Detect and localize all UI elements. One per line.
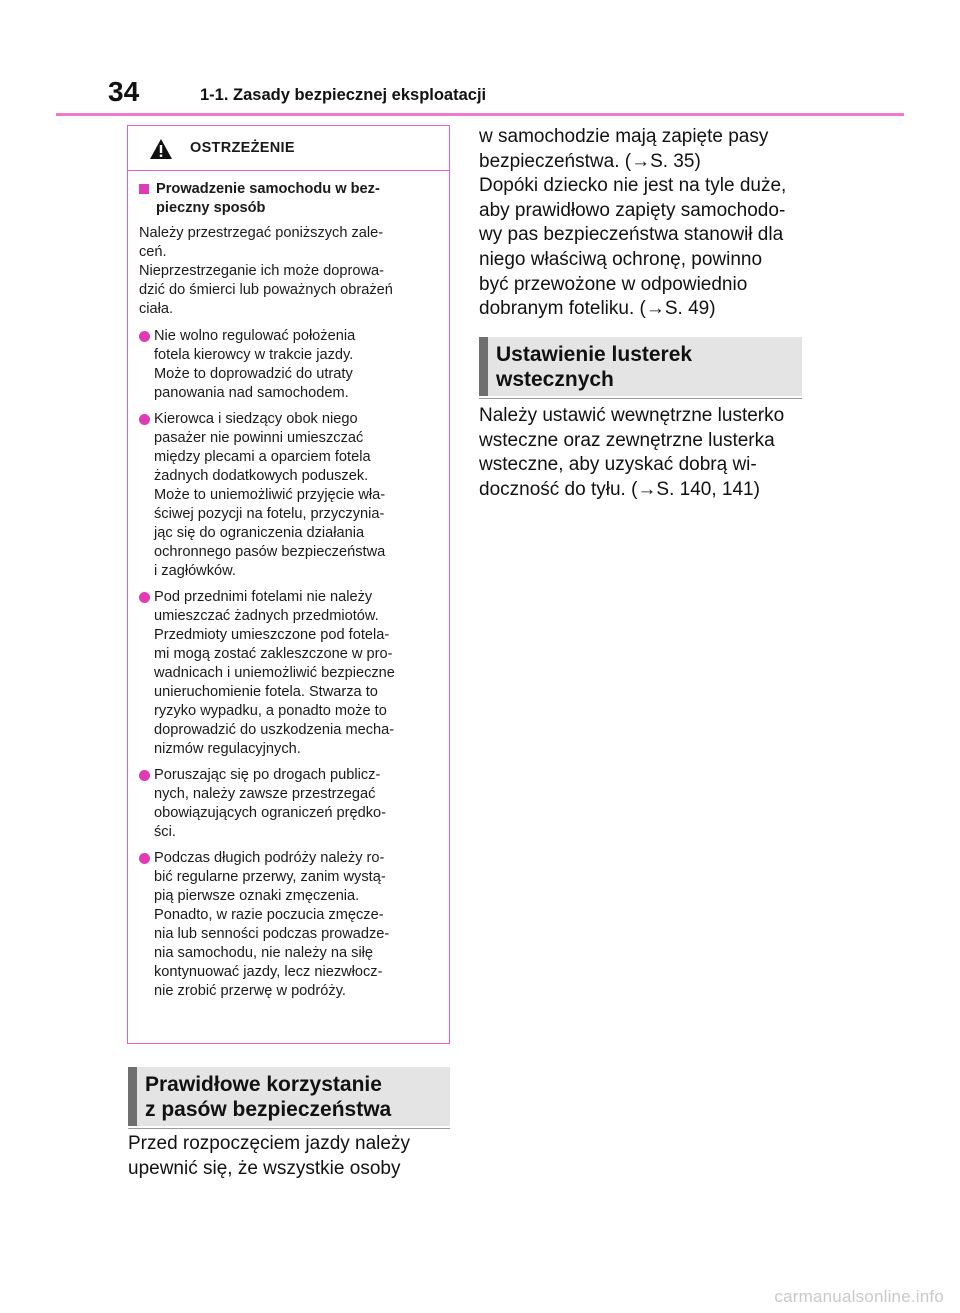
intro-line: Nieprzestrzeganie ich może doprowa- [139,263,384,279]
warning-items [139,327,441,1001]
warning-item [139,766,441,842]
warning-item-line: nizmów regulacyjnych. [154,741,301,757]
warning-triangle-icon [149,138,173,160]
chapter-title: 1-1. Zasady bezpiecznej eksploatacji [200,86,487,104]
section-header-seatbelts [128,1067,450,1126]
warning-item-line: unieruchomienie fotela. Stwarza to [154,684,378,700]
warning-item-line: Może to doprowadzić do utraty [154,366,353,382]
warning-item-line: panowania nad samochodem. [154,385,349,401]
round-bullet-icon [139,331,150,342]
warning-heading-line: pieczny sposób [156,200,266,216]
intro-line: ceń. [139,244,167,260]
warning-item-line: Ponadto, w razie poczucia zmęcze- [154,907,384,923]
warning-item-line: nia lub senności podczas prowadze- [154,926,390,942]
warning-body [128,171,449,1001]
paragraph-line: doczność do tyłu. (→S. 140, 141) [479,478,760,500]
warning-item-line: Może to uniemożliwić przyjęcie wła- [154,487,386,503]
paragraph-line: w samochodzie mają zapięte pasy [479,126,769,147]
seatbelts-paragraph [128,1132,450,1181]
paragraph-line: niego właściwą ochronę, powinno [479,248,763,270]
warning-item-line: Podczas długich podróży należy ro- [154,850,385,866]
warning-box [127,125,450,1044]
section-title-line: wstecznych [496,368,614,391]
warning-item-line: Kierowca i siedzący obok niego [154,411,358,427]
warning-heading-line: Prowadzenie samochodu w bez- [156,181,380,197]
warning-item-line: kontynuować jazdy, lecz niezwłocz- [154,964,383,980]
header-rule [56,113,904,116]
warning-item [139,327,441,403]
warning-item-line: między plecami a oparciem fotela [154,449,371,465]
warning-item-line: mi mogą zostać zakleszczone w pro- [154,646,393,662]
warning-item-line: ściwej pozycji na fotelu, przyczynia- [154,506,385,522]
watermark: carmanualsonline.info [774,1287,944,1306]
warning-item-line: ryzyko wypadku, a ponadto może to [154,703,387,719]
warning-item-line: nia samochodu, nie należy na siłę [154,945,374,961]
section-title-line: z pasów bezpieczeństwa [145,1098,392,1121]
intro-line: Należy przestrzegać poniższych zale- [139,225,384,241]
paragraph-line: aby prawidłowo zapięty samochodo- [479,199,786,221]
warning-item-line: Przedmioty umieszczone pod fotela- [154,627,390,643]
section-title-line: Prawidłowe korzystanie [145,1073,382,1096]
intro-line: ciała. [139,301,174,317]
continued-paragraph [479,125,804,322]
warning-title: OSTRZEŻENIE [190,140,295,156]
round-bullet-icon [139,853,150,864]
warning-item-line: Pod przednimi fotelami nie należy [154,589,373,605]
section-header-mirrors [479,337,802,396]
section-title-line: Ustawienie lusterek [496,343,693,366]
warning-header [128,126,449,171]
warning-item-line: Poruszając się po drogach publicz- [154,767,381,783]
warning-item-line: i zagłówków. [154,563,236,579]
warning-item-line: fotela kierowcy w trakcie jazdy. [154,347,354,363]
paragraph-line: wy pas bezpieczeństwa stanowił dla [479,224,784,246]
warning-item-line: ochronnego pasów bezpieczeństwa [154,544,386,560]
round-bullet-icon [139,770,150,781]
warning-item-line: Nie wolno regulować położenia [154,328,356,344]
paragraph-line: Należy ustawić wewnętrzne lusterko [479,405,785,426]
paragraph-line: wsteczne, aby uzyskać dobrą wi- [479,454,757,476]
warning-item [139,410,441,581]
warning-item-line: wadnicach i uniemożliwić bezpieczne [154,665,395,681]
square-bullet-icon [139,184,149,194]
warning-item-line: obowiązujących ograniczeń prędko- [154,805,387,821]
round-bullet-icon [139,414,150,425]
paragraph-line: upewnić się, że wszystkie osoby [128,1157,401,1179]
warning-item-line: nie zrobić przerwę w podróży. [154,983,346,999]
round-bullet-icon [139,592,150,603]
paragraph-line: wsteczne oraz zewnętrzne lusterka [479,429,775,451]
paragraph-line: być przewożone w odpowiednio [479,273,748,295]
warning-item-line: nych, należy zawsze przestrzegać [154,786,376,802]
warning-item [139,588,441,759]
warning-item-line: bić regularne przerwy, zanim wystą- [154,869,386,885]
warning-item-line: umieszczać żadnych przedmiotów. [154,608,379,624]
paragraph-line: dobranym foteliku. (→S. 49) [479,298,716,320]
warning-item [139,849,441,1001]
warning-item-line: pią pierwsze oznaki zmęczenia. [154,888,360,904]
warning-item-line: doprowadzić do uszkodzenia mecha- [154,722,395,738]
page-header [0,0,960,120]
warning-item-line: pasażer nie powinni umieszczać [154,430,364,446]
paragraph-line: Przed rozpoczęciem jazdy należy [128,1133,410,1154]
warning-item-line: żadnych dodatkowych poduszek. [154,468,369,484]
mirrors-paragraph [479,404,804,502]
warning-intro [139,224,441,319]
paragraph-line: bezpieczeństwa. (→S. 35) [479,150,701,172]
warning-item-line: jąc się do ograniczenia działania [154,525,365,541]
warning-item-line: ści. [154,824,176,840]
warning-heading [139,180,441,218]
page-number: 34 [108,76,140,107]
intro-line: dzić do śmierci lub poważnych obrażeń [139,282,393,298]
paragraph-line: Dopóki dziecko nie jest na tyle duże, [479,175,787,197]
